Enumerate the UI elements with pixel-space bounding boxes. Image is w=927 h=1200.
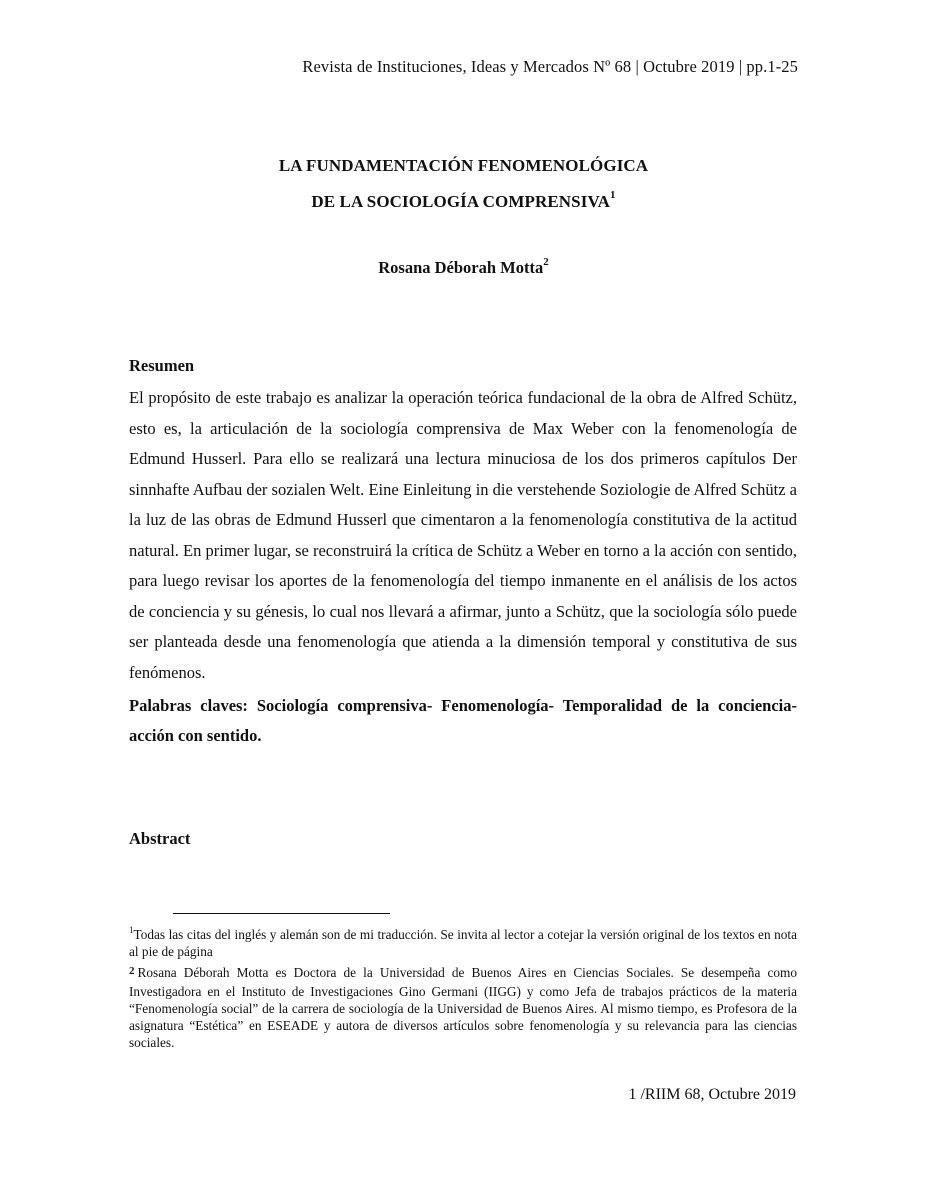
footnote-1-mark: 1 <box>129 924 134 935</box>
footnote-2 <box>129 964 797 1051</box>
footnote-separator <box>173 913 390 914</box>
keywords: Palabras claves: Sociología comprensiva- Fenomenología- Temporalidad de la conciencia- acción con sentido. <box>129 696 797 745</box>
resumen-heading: Resumen <box>129 356 195 375</box>
footnote-1 <box>129 926 797 960</box>
footnotes <box>129 926 797 1055</box>
resumen-section <box>129 356 797 751</box>
author-name <box>0 255 927 278</box>
title-line-1: LA FUNDAMENTACIÓN FENOMENOLÓGICA <box>278 156 649 175</box>
running-head: Revista de Instituciones, Ideas y Mercados Nº 68 | Octubre 2019 | pp.1-25 <box>302 57 798 76</box>
article-title <box>0 148 927 220</box>
abstract-heading: Abstract <box>129 829 191 848</box>
footnote-1-text: Todas las citas del inglés y alemán son de mi traducción. Se invita al lector a cotejar la versión original de los textos en nota al pie de página <box>129 927 797 959</box>
page-footer: 1 /RIIM 68, Octubre 2019 <box>628 1086 796 1103</box>
title-line-2 <box>0 184 927 220</box>
footnote-2-text: Rosana Déborah Motta es Doctora de la Universidad de Buenos Aires en Ciencias Sociales. Se desempeña como Investigadora en el Instituto de Investigaciones Gino Germani (IIGG) y como Jefa de trabajos prácticos de la materia “Fenomenología social” de la carrera de sociología de la Universidad de Buenos Aires. Al mismo tiempo, es Profesora de la asignatura “Estética” en ESEADE y autora de diversos artículos sobre fenomenología y su relevancia para las ciencias sociales. <box>129 965 797 1050</box>
resumen-text: El propósito de este trabajo es analizar la operación teórica fundacional de la obra de Alfred Schütz, esto es, la articulación de la sociología comprensiva de Max Weber con la fenomenología de Edmund Husserl. Para ello se realizará una lectura minuciosa de los dos primeros capítulos Der sinnhafte Aufbau der sozialen Welt. Eine Einleitung in die verstehende Soziologie de Alfred Schütz a la luz de las obras de Edmund Husserl que cimentaron a la fenomenología constitutiva de la actitud natural. En primer lugar, se reconstruirá la crítica de Schütz a Weber en torno a la acción con sentido, para luego revisar los aportes de la fenomenología del tiempo inmanente en el análisis de los actos de conciencia y su génesis, lo cual nos llevará a afirmar, junto a Schütz, que la sociología sólo puede ser planteada desde una fenomenología que atienda a la dimensión temporal y constitutiva de sus fenómenos. <box>129 388 797 682</box>
footnote-2-mark: 2 <box>129 965 135 977</box>
author-name-text: Rosana Déborah Motta <box>378 258 544 277</box>
author-footnote-mark: 2 <box>543 255 549 268</box>
title-line-2-text: DE LA SOCIOLOGÍA COMPRENSIVA <box>311 192 611 211</box>
title-footnote-mark: 1 <box>610 189 616 202</box>
